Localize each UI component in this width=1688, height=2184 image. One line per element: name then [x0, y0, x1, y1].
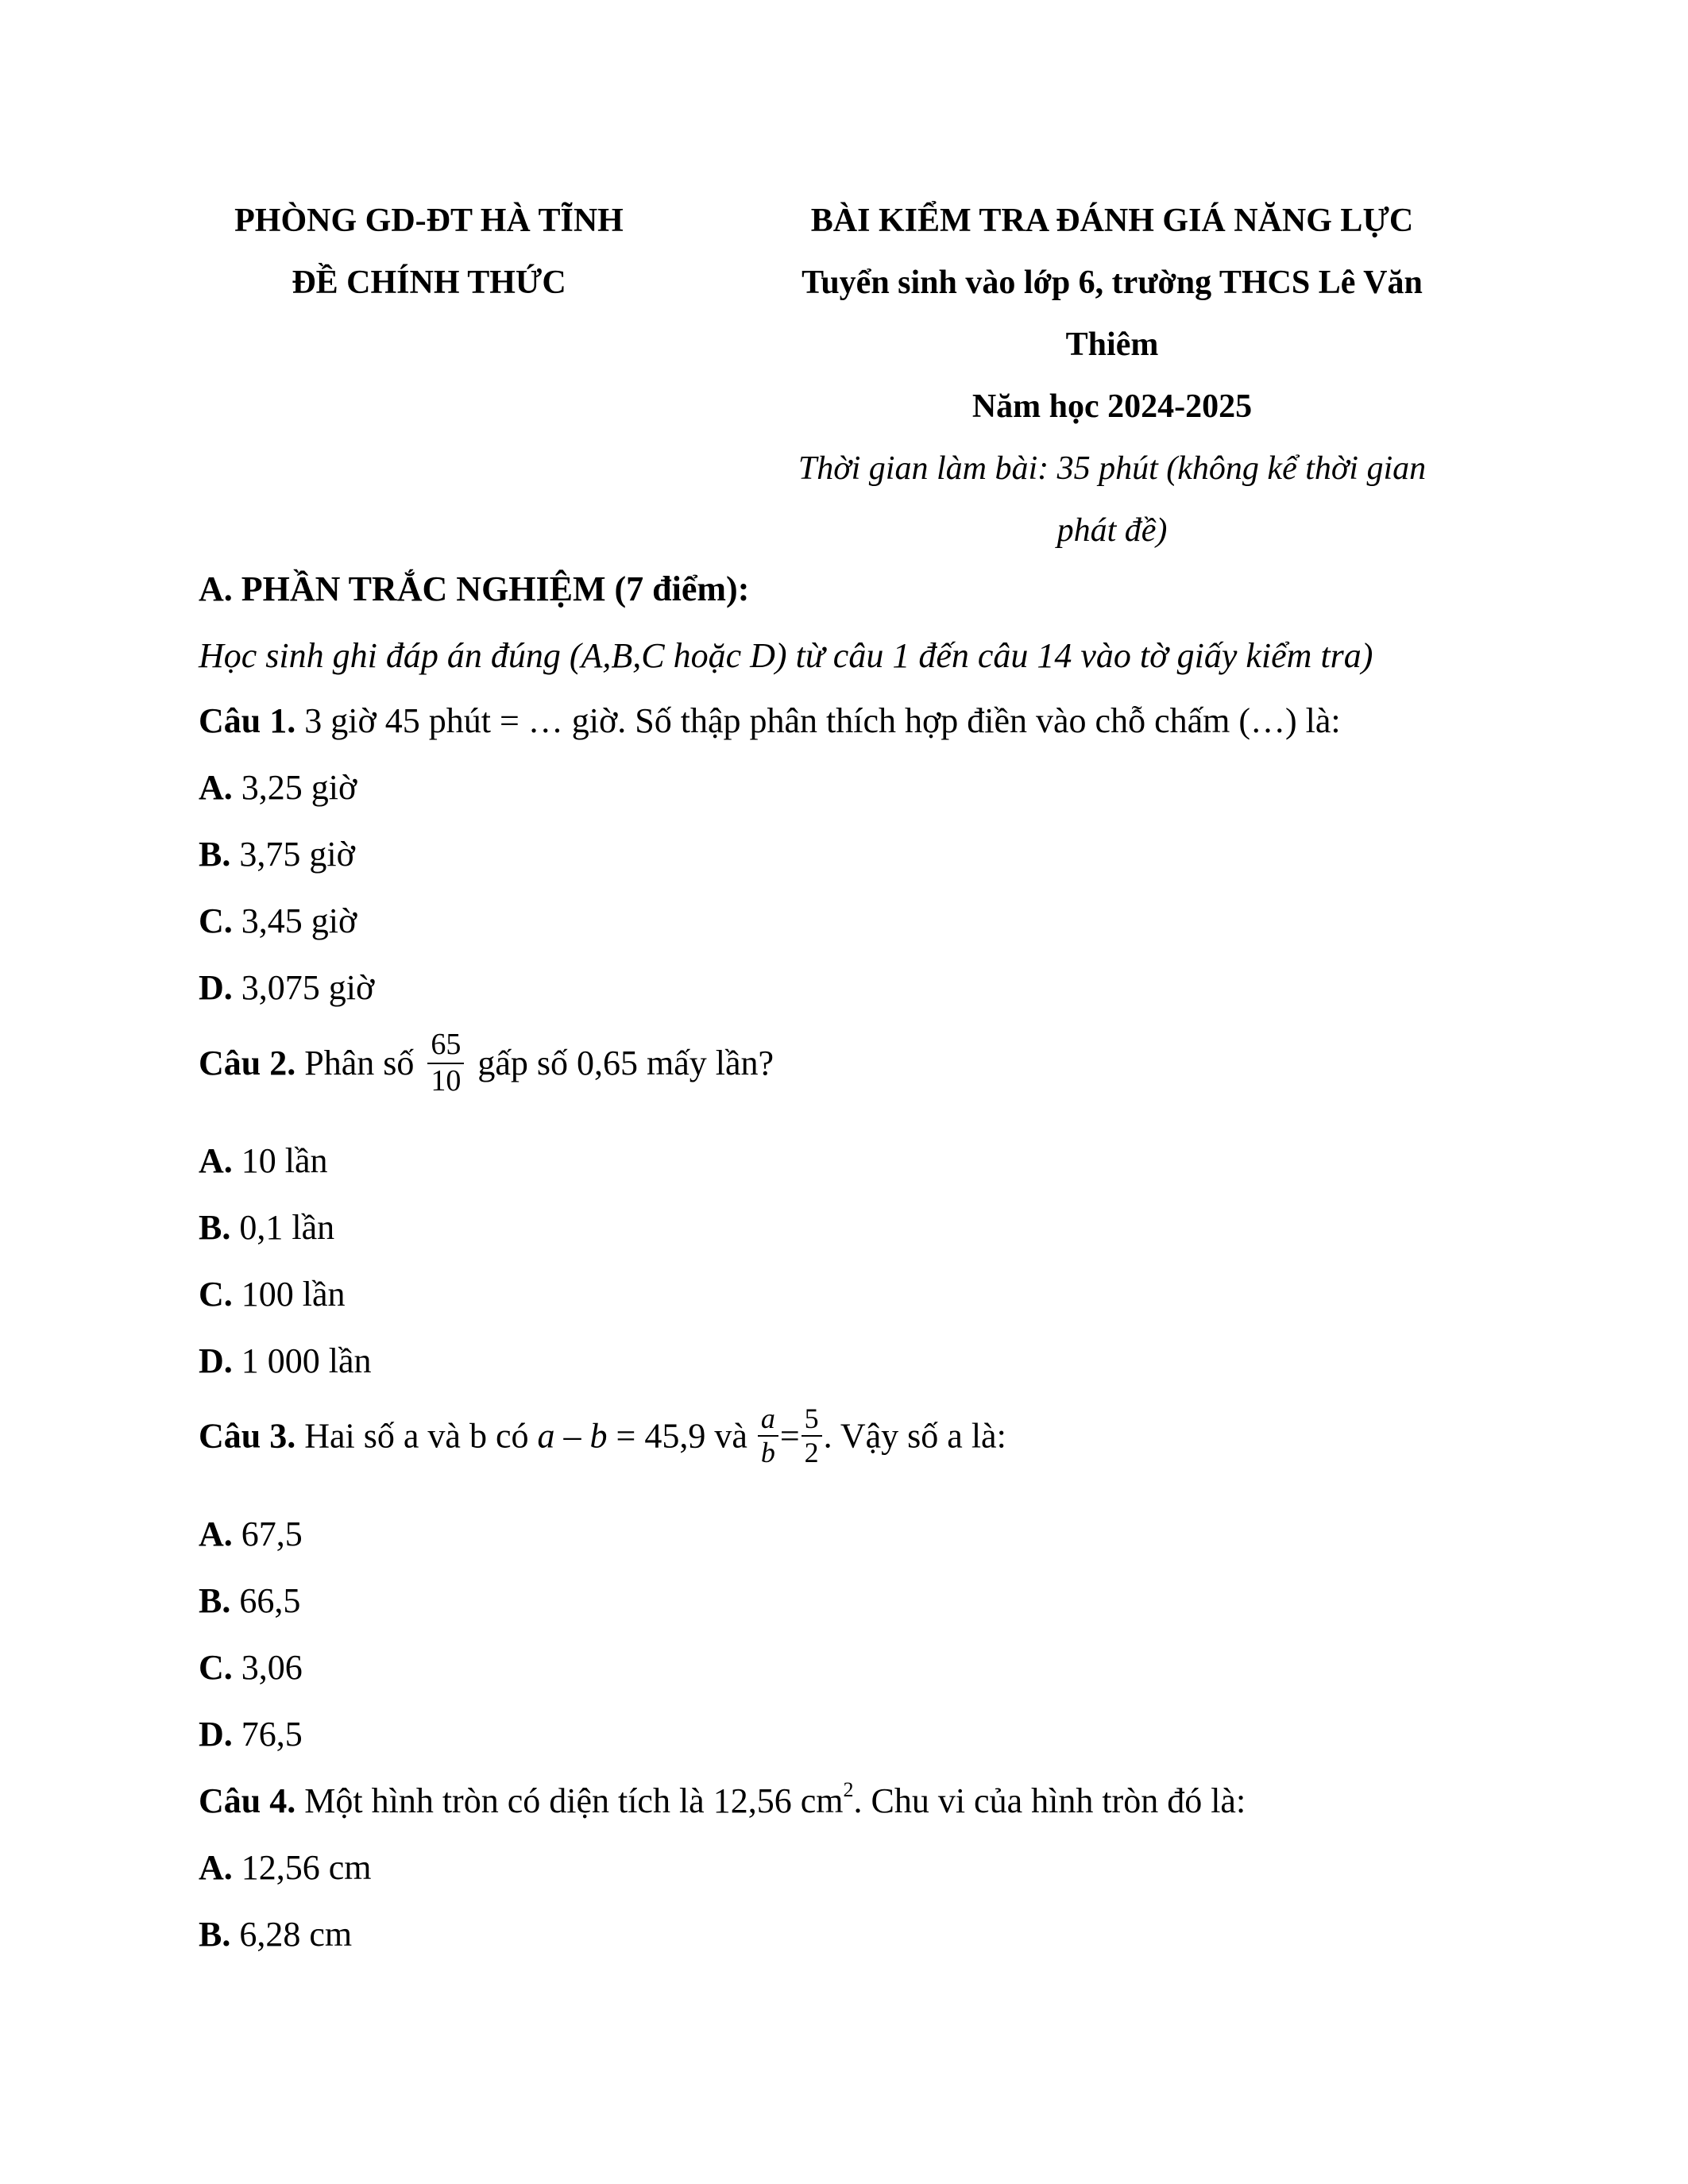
option-b — [199, 1917, 352, 1952]
option-letter: A. — [199, 1848, 233, 1887]
option-text: 3,75 giờ — [239, 835, 355, 874]
exam-subtitle-line1: Tuyển sinh vào lớp 6, trường THCS Lê Văn — [802, 264, 1423, 301]
question-3 — [199, 1403, 1006, 1473]
question-text-before: Một hình tròn có diện tích là 12,56 cm — [304, 1781, 844, 1820]
fraction-numerator: 65 — [427, 1028, 464, 1064]
exam-subtitle-line2: Thiêm — [1065, 326, 1159, 363]
question-text-before: Phân số — [304, 1043, 415, 1082]
equals-sign: = — [779, 1416, 800, 1456]
question-4 — [199, 1778, 1246, 1820]
fraction-denominator: 10 — [431, 1063, 462, 1098]
question-text-after: . Vậy số a là: — [823, 1416, 1006, 1456]
fraction-denominator: 2 — [804, 1437, 819, 1469]
option-c — [199, 1277, 346, 1312]
option-b — [199, 1581, 301, 1620]
question-label: Câu 3. — [199, 1416, 296, 1456]
fraction-a-over-b — [758, 1403, 778, 1470]
option-letter: C. — [199, 901, 233, 940]
question-label: Câu 4. — [199, 1781, 296, 1820]
option-letter: D. — [199, 968, 233, 1007]
option-a — [199, 1141, 328, 1180]
question-1 — [199, 701, 1341, 740]
expression-value: = 45,9 và — [616, 1416, 747, 1456]
option-letter: C. — [199, 1648, 233, 1687]
option-letter: B. — [199, 1208, 231, 1247]
option-d — [199, 1717, 303, 1752]
option-text: 3,25 giờ — [241, 768, 357, 807]
time-allowed-line2: phát đề) — [1056, 512, 1168, 549]
exam-header — [0, 187, 1688, 560]
section-a-instruction: Học sinh ghi đáp án đúng (A,B,C hoặc D) từ câu 1 đến câu 14 vào tờ giấy kiểm tra) — [199, 636, 1373, 675]
variable-b: b — [589, 1416, 608, 1456]
fraction — [427, 1028, 464, 1098]
question-2 — [199, 1028, 774, 1102]
option-text: 1 000 lần — [241, 1341, 372, 1380]
option-letter: B. — [199, 835, 231, 874]
option-text: 3,075 giờ — [241, 968, 375, 1007]
option-text: 6,28 cm — [239, 1915, 353, 1954]
option-letter: B. — [199, 1581, 231, 1620]
option-letter: D. — [199, 1715, 233, 1754]
school-year: Năm học 2024-2025 — [971, 388, 1253, 425]
official-label: ĐỀ CHÍNH THỨC — [292, 264, 566, 301]
option-text: 66,5 — [239, 1581, 301, 1620]
variable-a: a — [537, 1416, 555, 1456]
option-text: 12,56 cm — [241, 1848, 372, 1887]
option-text: 3,45 giờ — [241, 901, 357, 940]
option-a — [199, 770, 357, 805]
fraction-numerator: 5 — [802, 1403, 822, 1437]
question-label: Câu 1. — [199, 701, 296, 740]
option-letter: C. — [199, 1275, 233, 1314]
option-c — [199, 901, 357, 940]
fraction-denominator: b — [760, 1437, 775, 1469]
option-letter: D. — [199, 1341, 233, 1380]
option-text: 0,1 lần — [239, 1208, 335, 1247]
option-letter: B. — [199, 1915, 231, 1954]
option-d — [199, 1341, 372, 1380]
option-text: 100 lần — [241, 1275, 346, 1314]
question-text: 3 giờ 45 phút = … giờ. Số thập phân thích hợp điền vào chỗ chấm (…) là: — [304, 701, 1341, 740]
superscript: 2 — [843, 1778, 854, 1802]
question-text-after: gấp số 0,65 mấy lần? — [477, 1043, 774, 1082]
option-letter: A. — [199, 1141, 233, 1180]
option-b — [199, 837, 355, 872]
option-letter: A. — [199, 1515, 233, 1553]
question-label: Câu 2. — [199, 1043, 296, 1082]
option-text: 3,06 — [241, 1648, 303, 1687]
section-a-title: A. PHẦN TRẮC NGHIỆM (7 điểm): — [199, 569, 750, 608]
option-b — [199, 1210, 334, 1245]
question-text-before: Hai số a và b có — [304, 1416, 529, 1456]
question-text-after: . Chu vi của hình tròn đó là: — [853, 1781, 1246, 1820]
option-c — [199, 1650, 303, 1685]
department-name: PHÒNG GD-ĐT HÀ TĨNH — [234, 203, 624, 239]
option-a — [199, 1517, 303, 1552]
option-a — [199, 1850, 372, 1885]
exam-title: BÀI KIỂM TRA ĐÁNH GIÁ NĂNG LỰC — [810, 203, 1414, 239]
time-allowed-line1: Thời gian làm bài: 35 phút (không kể thời gian — [798, 450, 1427, 487]
option-text: 67,5 — [241, 1515, 303, 1553]
option-text: 76,5 — [241, 1715, 303, 1754]
option-text: 10 lần — [241, 1141, 328, 1180]
option-d — [199, 970, 374, 1005]
fraction-numerator: a — [758, 1403, 778, 1437]
option-letter: A. — [199, 768, 233, 807]
fraction-5-over-2 — [802, 1403, 822, 1470]
minus-sign: – — [563, 1416, 581, 1456]
